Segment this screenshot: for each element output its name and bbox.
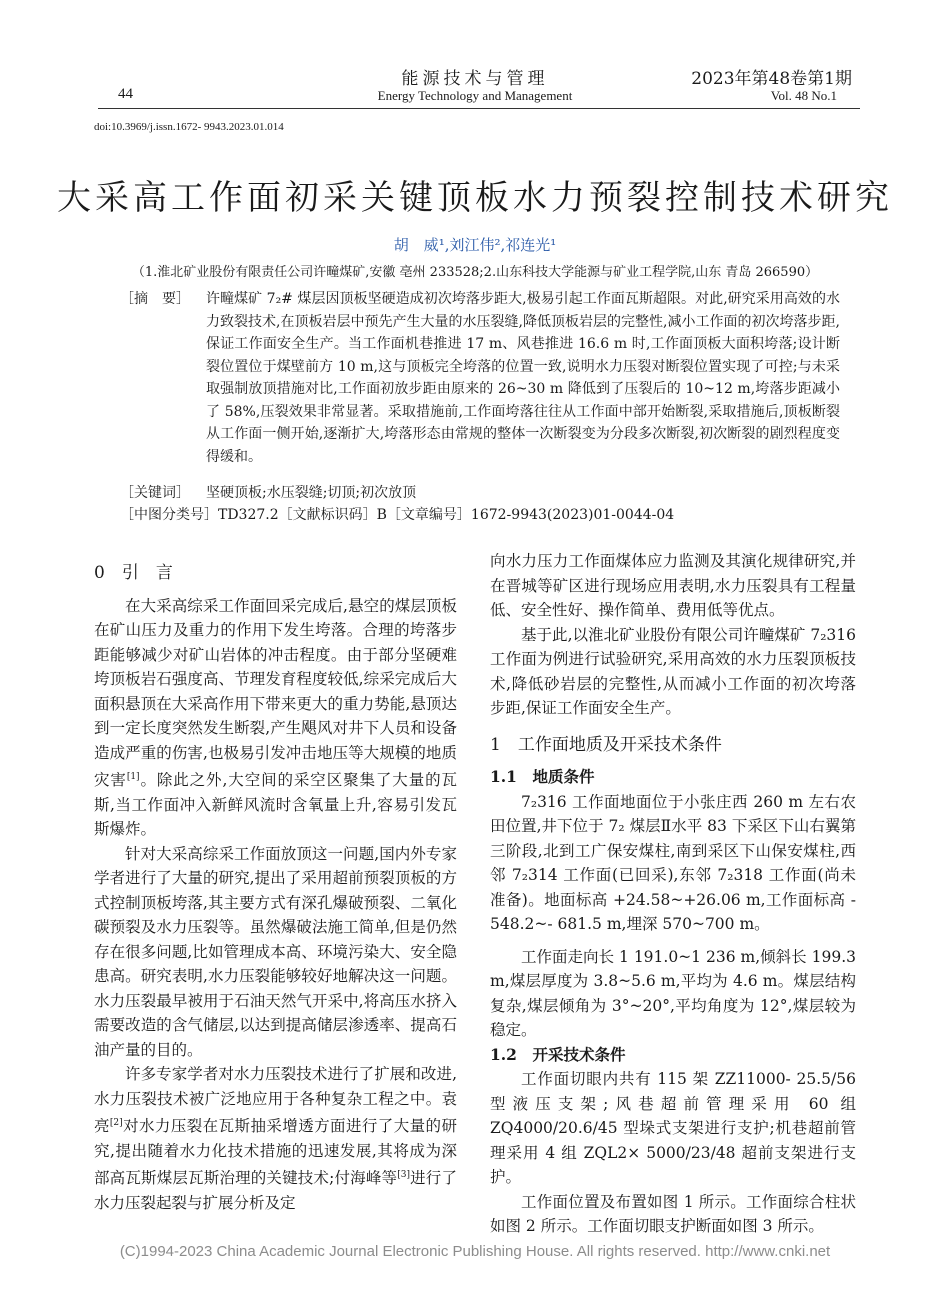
paragraph: 工作面切眼内共有 115 架 ZZ11000- 25.5/56 型液压支架;风巷超前管理采用 60 组 ZQ4000/20.6/45 型垛式支架进行支护;机巷超前管理采用 4 组 ZQL2× 5000/23/48 超前支架进行支护。 [490,1070,856,1186]
citation-ref[interactable]: [3] [397,1170,410,1181]
page-number: 44 [118,86,133,102]
header-rule [98,108,860,109]
paragraph: 7₂316 工作面地面位于小张庄西 260 m 左右农田位置,井下位于 7₂ 煤层Ⅱ水平 83 下采区下山右翼第三阶段,北到工广保安煤柱,南到采区下山保安煤柱,西邻 7₂314 工作面(已回采),东邻 7₂318 工作面(尚未准备)。地面标高 +24.58~+26.06 m,工作面标高 - 548.2~- 681.5 m,埋深 570~700 m。 [490,792,856,933]
volume-label: Vol. 48 No.1 [770,88,837,103]
classification-line: ［中图分类号］TD327.2［文献标识码］B［文章编号］1672-9943(2023)01-0044-04 [120,507,675,523]
keywords [120,482,840,505]
paper-title: 大采高工作面初采关键顶板水力预裂控制技术研究 [57,178,893,218]
abstract-label: ［摘 要］ [120,291,190,307]
section-1-2-heading: 1.2 开采技术条件 [490,1044,626,1064]
section-1-1-heading: 1.1 地质条件 [490,767,595,786]
issue-label: 2023年第48卷第1期 [691,69,852,89]
keywords-label: ［关键词］ [120,485,190,501]
citation-ref[interactable]: [1] [126,772,140,782]
authors[interactable]: 胡 威¹,刘江伟²,祁连光¹ [393,236,557,254]
section-0-heading: 0 引 言 [94,563,173,583]
paragraph: 工作面位置及布置如图 1 所示。工作面综合柱状如图 2 所示。工作面切眼支护断面如图 3 所示。 [490,1192,856,1235]
paragraph: 基于此,以淮北矿业股份有限公司许疃煤矿 7₂316 工作面为例进行试验研究,采用高效的水力压裂顶板技术,降低砂岩层的完整性,从而减小工作面的初次垮落步距,保证工作面安全生产。 [490,625,856,717]
affiliations: （1.淮北矿业股份有限责任公司许疃煤矿,安徽 亳州 233528;2.山东科技大学能源与矿业工程学院,山东 青岛 266590） [131,265,819,280]
keywords-text: 坚硬顶板;水压裂缝;切顶;初次放顶 [206,485,417,501]
right-column [490,549,856,1239]
paragraph: 向水力压力工作面煤体应力监测及其演化规律研究,并在晋城等矿区进行现场应用表明,水力压裂具有工程量低、安全性好、操作简单、费用低等优点。 [490,552,856,619]
section-1-heading: 1 工作面地质及开采技术条件 [490,734,722,755]
left-column [94,561,457,1215]
paragraph: 工作面走向长 1 191.0~1 236 m,倾斜长 199.3 m,煤层厚度为 3.8~5.6 m,平均为 4.6 m。煤层结构复杂,煤层倾角为 3°~20°,平均角度为 12°,煤层较为稳定。 [490,947,856,1039]
abstract [120,288,840,468]
journal-title-cn: 能源技术与管理 [401,69,549,89]
paragraph: 许多专家学者对水力压裂技术进行了扩展和改进,水力压裂技术被广泛地应用于各种复杂工程之中。袁亮[2]对水力压裂在瓦斯抽采增透方面进行了大量的研究,提出随着水力化技术措施的迅速发展,其将成为深部高瓦斯煤层瓦斯治理的关键技术;付海峰等[3]进行了水力压裂起裂与扩展分析及定 [94,1065,457,1212]
paragraph: 针对大采高综采工作面放顶这一问题,国内外专家学者进行了大量的研究,提出了采用超前预裂顶板的方式控制顶板垮落,其主要方式有深孔爆破预裂、二氧化碳预裂及水力压裂等。虽然爆破法施工简单,但是仍然存在很多问题,比如管理成本高、环境污染大、安全隐患高。研究表明,水力压裂能够较好地解决这一问题。水力压裂最早被用于石油天然气开采中,将高压水挤入需要改造的含气储层,以达到提高储层渗透率、提高石油产量的目的。 [94,844,457,1059]
abstract-text: 许疃煤矿 7₂# 煤层因顶板坚硬造成初次垮落步距大,极易引起工作面瓦斯超限。对此,研究采用高效的水力致裂技术,在顶板岩层中预先产生大量的水压裂缝,降低顶板岩层的完整性,减小工作面的初次垮落步距,保证工作面安全生产。当工作面机巷推进 17 m、风巷推进 16.6 m 时,工作面顶板大面积垮落;设计断裂位置位于煤壁前方 10 m,这与顶板完全垮落的位置一致,说明水力压裂对断裂位置实现了可控;与未采取强制放顶措施对比,工作面初放步距由原来的 26~30 m 降低到了压裂后的 10~12 m,垮落步距减小了 58%,压裂效果非常显著。采取措施前,工作面垮落往往从工作面中部开始断裂,采取措施后,顶板断裂从工作面一侧开始,逐渐扩大,垮落形态由常规的整体一次断裂变为分段多次断裂,初次断裂的剧烈程度变得缓和。 [206,291,840,465]
citation-ref[interactable]: [2] [109,1118,123,1129]
copyright-footer: (C)1994-2023 China Academic Journal Electronic Publishing House. All rights reserved. http://www.cnki.net [119,1243,831,1260]
doi: doi:10.3969/j.issn.1672- 9943.2023.01.014 [94,121,284,133]
journal-title-en: Energy Technology and Management [377,88,573,103]
paragraph: 在大采高综采工作面回采完成后,悬空的煤层顶板在矿山压力及重力的作用下发生垮落。合理的垮落步距能够减少对矿山岩体的冲击程度。由于部分坚硬难垮顶板岩石强度高、节理发育程度较低,综采完成后大面积悬顶在大采高作用下带来更大的重力势能,悬顶达到一定长度突然发生断裂,产生飓风对井下人员和设备造成严重的伤害,也极易引发冲击地压等大规模的地质灾害[1]。除此之外,大空间的采空区聚集了大量的瓦斯,当工作面冲入新鲜风流时含氧量上升,容易引发瓦斯爆炸。 [94,596,457,839]
